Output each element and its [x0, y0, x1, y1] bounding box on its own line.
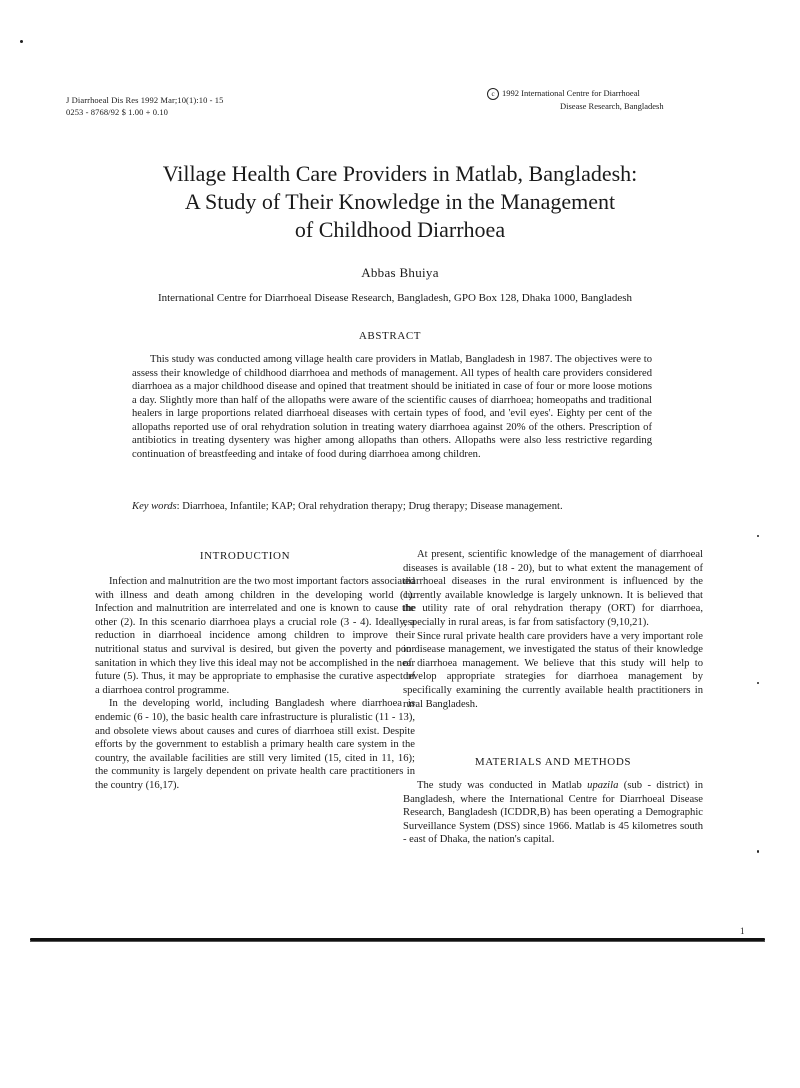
journal-citation [66, 94, 224, 118]
paper-title-line2: A Study of Their Knowledge in the Management [184, 189, 616, 214]
introduction-paragraph: Since rural private health care providers have a very important role in disease management, we investigated the status of their knowledge of diarrhoea management. We believe that this study will help to develop appropriate strategies for diarrhoea management by specifically examining the currently available health practitioners in rural Bangladesh. [403, 630, 703, 710]
scan-speck [757, 535, 759, 537]
scan-speck [757, 850, 759, 853]
journal-citation-line1: J Diarrhoeal Dis Res 1992 Mar;10(1):10 - 15 [66, 95, 224, 105]
paper-title-line1: Village Health Care Providers in Matlab, Bangladesh: [162, 161, 638, 186]
methods-text-a: The study was conducted in Matlab [417, 780, 588, 791]
paper-title [100, 160, 700, 244]
introduction-paragraph: In the developing world, including Bangladesh where diarrhoea is endemic (6 - 10), the basic health care infrastructure is pluralistic (11 - 13), and obsolete views about causes and cures of diarrhoea still exist. Despite efforts by the government to establish a primary health care system in the country, the available facilities are still very limited (15, cited in 11, 16); the community is largely dependent on private health care practitioners in the country (16,17). [95, 698, 415, 791]
methods-text-b: (sub - district) in Bangladesh, where the International Centre for Diarrhoeal Disease Research, Bangladesh (ICDDR,B) has been operating a Demographic Surveillance System (DSS) since 1966. Matlab is 45 kilometres south - east of Dhaka, the nation's capital. [403, 780, 703, 846]
journal-citation-line2: 0253 - 8768/92 $ 1.00 + 0.10 [66, 107, 169, 117]
methods-paragraph [403, 779, 703, 847]
left-column [95, 575, 415, 793]
introduction-heading: INTRODUCTION [199, 550, 291, 562]
abstract-heading: ABSTRACT [358, 330, 422, 342]
methods-section [403, 779, 703, 847]
abstract-text: This study was conducted among village health care providers in Matlab, Bangladesh in 1987. The objectives were to assess their knowledge of childhood diarrhoea and methods of management. All types of health care providers considered diarrhoea as a major childhood disease and opined that treatment should be initiated in case of four or more loose motions a day. Slightly more than half of the allopaths were aware of the scientific causes of diarrhoea; homeopaths and traditional healers in large proportions related diarrhoeal diseases with certain types of food, and 'evil eyes'. Eighty per cent of the allopaths reported use of oral rehydration solution in treating watery diarrhoea against 20% of the others. Prescription of antibiotics in treating dysentery was higher among allopaths than others. Allopaths were also less restrictive regarding continuation of breastfeeding and intake of food during diarrhoea among children. [132, 354, 652, 460]
introduction-paragraph: At present, scientific knowledge of the management of diarrhoeal diseases is available (18 - 20), but to what extent the management of diarrhoeal diseases in the rural environment is influenced by the currently available knowledge is largely unknown. It is believed that the utility rate of oral rehydration therapy (ORT) for diarrhoea, especially in rural areas, is far from satisfactory (9,10,21). [403, 549, 703, 628]
copyright-icon: c [487, 88, 499, 100]
copyright-notice [487, 87, 664, 112]
author-name: Abbas Bhuiya [361, 265, 439, 280]
copyright-line1: 1992 International Centre for Diarrhoeal [502, 88, 640, 98]
paper-title-line3: of Childhood Diarrhoea [294, 217, 506, 242]
right-column-top [403, 548, 703, 711]
page-number: 1 [740, 926, 745, 936]
scan-speck [20, 40, 23, 43]
scan-speck [757, 682, 759, 684]
copyright-line2: Disease Research, Bangladesh [560, 101, 664, 111]
keywords [132, 500, 652, 514]
introduction-paragraph: Infection and malnutrition are the two most important factors associated with illness and death among children in the developing world (1). Infection and malnutrition are interrelated and one is known to cause the other (2). In this scenario diarrhoea plays a crucial role (3 - 4). Ideally, a reduction in diarrhoeal incidence among children to improve their nutritional status and survival is desired, but given the poverty and poor sanitation in which they live this ideal may not be accomplished in the near future (5). Thus, it may be appropriate to emphasise the curative aspect of a diarrhoea control programme. [95, 576, 415, 696]
methods-upazila: upazila [587, 780, 619, 791]
keywords-label: Key words [132, 501, 177, 512]
methods-heading: MATERIALS AND METHODS [474, 756, 632, 768]
footer-rule-shadow [30, 941, 765, 942]
author-affiliation: International Centre for Diarrhoeal Disease Research, Bangladesh, GPO Box 128, Dhaka 1000, Bangladesh [157, 292, 633, 304]
keywords-list: : Diarrhoea, Infantile; KAP; Oral rehydration therapy; Drug therapy; Disease management. [176, 501, 563, 512]
